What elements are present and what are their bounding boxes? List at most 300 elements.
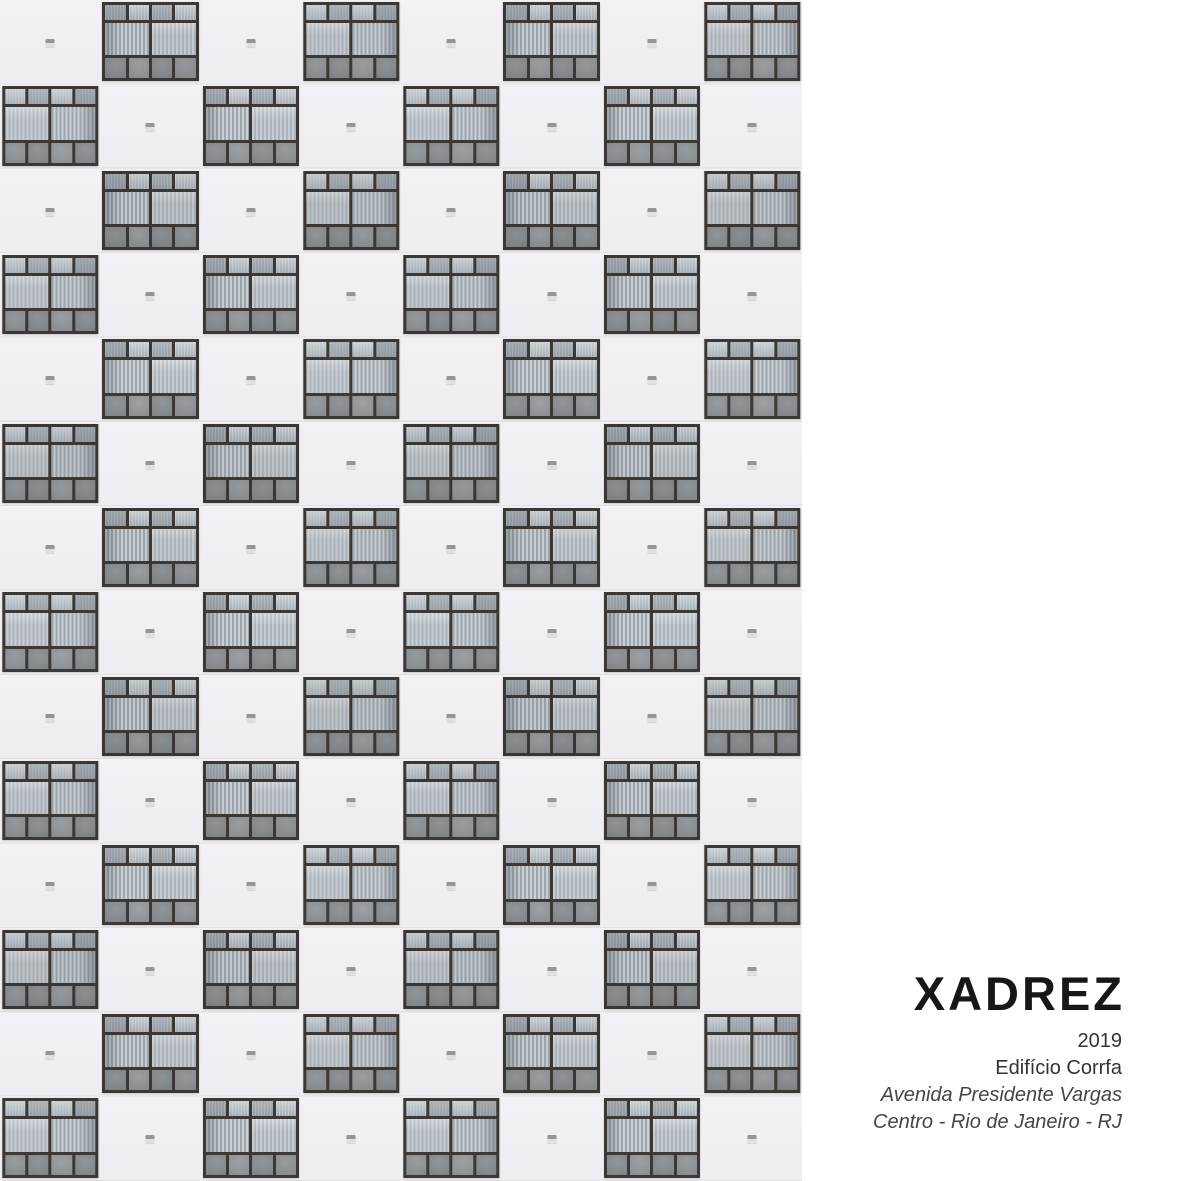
window-band-top bbox=[5, 258, 95, 273]
window-module bbox=[203, 1098, 299, 1177]
window-pane bbox=[28, 143, 48, 163]
window-pane bbox=[306, 1035, 350, 1067]
window-band-bot bbox=[607, 143, 697, 163]
facade-window-tile bbox=[401, 84, 501, 168]
vent-detail bbox=[748, 798, 757, 806]
facade-wall-tile bbox=[0, 169, 100, 253]
window-pane bbox=[453, 613, 497, 645]
window-band-bot bbox=[5, 986, 95, 1006]
facade-window-tile bbox=[401, 253, 501, 337]
window-pane bbox=[105, 866, 149, 898]
window-pane bbox=[52, 986, 72, 1006]
window-pane bbox=[129, 902, 149, 922]
window-pane bbox=[329, 680, 349, 695]
artwork-meta bbox=[873, 1028, 1122, 1136]
window-band-mid bbox=[306, 529, 396, 561]
facade-wall-tile bbox=[301, 928, 401, 1012]
facade-wall-tile bbox=[201, 675, 301, 759]
window-band-mid bbox=[406, 951, 496, 983]
window-pane bbox=[453, 1119, 497, 1151]
window-pane bbox=[353, 866, 397, 898]
window-band-bot bbox=[5, 817, 95, 837]
window-pane bbox=[229, 258, 249, 273]
window-band-top bbox=[406, 595, 496, 610]
window-module bbox=[503, 1014, 599, 1093]
window-module bbox=[102, 677, 198, 756]
window-pane bbox=[52, 89, 72, 104]
facade-wall-tile bbox=[602, 0, 702, 84]
window-band-top bbox=[5, 764, 95, 779]
window-pane bbox=[105, 342, 125, 357]
window-pane bbox=[105, 698, 149, 730]
facade-wall-tile bbox=[201, 337, 301, 421]
window-pane bbox=[530, 848, 550, 863]
window-pane bbox=[376, 848, 396, 863]
window-pane bbox=[506, 564, 526, 584]
facade-window-tile bbox=[702, 0, 802, 84]
facade-wall-tile bbox=[201, 843, 301, 927]
facade-wall-tile bbox=[301, 1096, 401, 1180]
window-pane bbox=[376, 733, 396, 753]
window-pane bbox=[430, 143, 450, 163]
window-pane bbox=[276, 764, 296, 779]
window-pane bbox=[206, 782, 250, 814]
vent-detail bbox=[246, 376, 255, 384]
window-band-mid bbox=[607, 276, 697, 308]
window-band-mid bbox=[707, 1035, 797, 1067]
window-band-top bbox=[306, 5, 396, 20]
window-pane bbox=[353, 5, 373, 20]
window-pane bbox=[105, 733, 125, 753]
window-pane bbox=[406, 1155, 426, 1175]
window-pane bbox=[754, 360, 798, 392]
window-pane bbox=[607, 782, 651, 814]
window-pane bbox=[553, 529, 597, 561]
vent-detail bbox=[447, 208, 456, 216]
window-band-bot bbox=[105, 58, 195, 78]
facade-wall-tile bbox=[301, 422, 401, 506]
window-pane bbox=[476, 89, 496, 104]
window-pane bbox=[306, 23, 350, 55]
window-pane bbox=[252, 933, 272, 948]
window-pane bbox=[5, 258, 25, 273]
window-band-top bbox=[707, 174, 797, 189]
window-pane bbox=[506, 396, 526, 416]
window-band-top bbox=[707, 342, 797, 357]
facade-window-tile bbox=[602, 253, 702, 337]
vent-detail bbox=[46, 545, 55, 553]
window-pane bbox=[5, 1101, 25, 1116]
window-band-mid bbox=[206, 951, 296, 983]
vent-detail bbox=[46, 1051, 55, 1059]
window-pane bbox=[530, 680, 550, 695]
window-pane bbox=[276, 258, 296, 273]
vent-detail bbox=[246, 714, 255, 722]
window-band-mid bbox=[206, 613, 296, 645]
facade-wall-tile bbox=[301, 84, 401, 168]
window-module bbox=[704, 845, 800, 924]
window-band-top bbox=[506, 174, 596, 189]
window-pane bbox=[129, 5, 149, 20]
window-pane bbox=[252, 986, 272, 1006]
window-band-mid bbox=[707, 192, 797, 224]
window-pane bbox=[607, 1155, 627, 1175]
facade-window-tile bbox=[100, 337, 200, 421]
window-pane bbox=[28, 480, 48, 500]
window-pane bbox=[553, 58, 573, 78]
window-pane bbox=[252, 143, 272, 163]
window-band-top bbox=[707, 680, 797, 695]
window-pane bbox=[105, 564, 125, 584]
window-pane bbox=[28, 933, 48, 948]
window-pane bbox=[75, 1101, 95, 1116]
window-pane bbox=[306, 866, 350, 898]
window-band-mid bbox=[506, 23, 596, 55]
window-pane bbox=[28, 764, 48, 779]
facade-window-tile bbox=[0, 422, 100, 506]
facade-wall-tile bbox=[602, 506, 702, 590]
vent-detail bbox=[246, 882, 255, 890]
window-pane bbox=[754, 23, 798, 55]
facade-wall-tile bbox=[0, 675, 100, 759]
window-pane bbox=[276, 480, 296, 500]
window-pane bbox=[754, 174, 774, 189]
window-module bbox=[503, 508, 599, 587]
window-pane bbox=[129, 733, 149, 753]
window-pane bbox=[406, 311, 426, 331]
window-band-top bbox=[607, 89, 697, 104]
window-pane bbox=[276, 1155, 296, 1175]
window-module bbox=[102, 508, 198, 587]
facade-window-tile bbox=[602, 590, 702, 674]
window-pane bbox=[777, 174, 797, 189]
window-pane bbox=[353, 511, 373, 526]
window-band-bot bbox=[607, 311, 697, 331]
window-pane bbox=[28, 89, 48, 104]
window-band-bot bbox=[506, 733, 596, 753]
facade-window-tile bbox=[100, 169, 200, 253]
window-pane bbox=[406, 1119, 450, 1151]
window-pane bbox=[707, 23, 751, 55]
window-pane bbox=[105, 58, 125, 78]
window-pane bbox=[406, 89, 426, 104]
window-pane bbox=[553, 396, 573, 416]
window-pane bbox=[707, 698, 751, 730]
vent-detail bbox=[246, 208, 255, 216]
window-pane bbox=[75, 311, 95, 331]
window-pane bbox=[453, 89, 473, 104]
facade-window-tile bbox=[602, 422, 702, 506]
window-pane bbox=[607, 595, 627, 610]
window-pane bbox=[707, 1070, 727, 1090]
window-pane bbox=[206, 1101, 226, 1116]
window-pane bbox=[653, 782, 697, 814]
window-band-bot bbox=[707, 396, 797, 416]
window-band-top bbox=[5, 89, 95, 104]
window-pane bbox=[175, 511, 195, 526]
window-pane bbox=[406, 649, 426, 669]
window-pane bbox=[206, 276, 250, 308]
window-pane bbox=[5, 613, 49, 645]
window-pane bbox=[453, 817, 473, 837]
vent-detail bbox=[347, 1135, 356, 1143]
window-pane bbox=[506, 1070, 526, 1090]
window-pane bbox=[329, 1070, 349, 1090]
window-pane bbox=[52, 951, 96, 983]
window-pane bbox=[553, 360, 597, 392]
facade-window-tile bbox=[702, 675, 802, 759]
facade-window-tile bbox=[0, 1096, 100, 1180]
window-pane bbox=[129, 58, 149, 78]
facade-window-tile bbox=[0, 590, 100, 674]
window-band-mid bbox=[406, 107, 496, 139]
facade-window-tile bbox=[201, 253, 301, 337]
window-band-top bbox=[506, 848, 596, 863]
vent-detail bbox=[647, 882, 656, 890]
window-pane bbox=[630, 480, 650, 500]
window-pane bbox=[28, 1101, 48, 1116]
window-pane bbox=[252, 311, 272, 331]
window-module bbox=[102, 339, 198, 418]
window-band-mid bbox=[206, 445, 296, 477]
window-band-mid bbox=[607, 613, 697, 645]
window-pane bbox=[406, 933, 426, 948]
window-pane bbox=[607, 649, 627, 669]
window-pane bbox=[75, 817, 95, 837]
window-pane bbox=[52, 782, 96, 814]
window-pane bbox=[306, 511, 326, 526]
window-band-mid bbox=[506, 529, 596, 561]
vent-detail bbox=[347, 123, 356, 131]
facade-window-tile bbox=[100, 1012, 200, 1096]
facade-wall-tile bbox=[0, 843, 100, 927]
window-band-top bbox=[105, 848, 195, 863]
window-pane bbox=[576, 174, 596, 189]
window-pane bbox=[707, 174, 727, 189]
window-pane bbox=[530, 5, 550, 20]
window-pane bbox=[453, 1101, 473, 1116]
window-pane bbox=[353, 564, 373, 584]
window-pane bbox=[430, 89, 450, 104]
facade-wall-tile bbox=[401, 0, 501, 84]
window-pane bbox=[777, 396, 797, 416]
window-band-bot bbox=[406, 817, 496, 837]
window-pane bbox=[206, 258, 226, 273]
window-band-top bbox=[406, 427, 496, 442]
artwork-year: 2019 bbox=[1077, 1030, 1122, 1052]
window-pane bbox=[730, 174, 750, 189]
window-pane bbox=[430, 258, 450, 273]
window-pane bbox=[406, 143, 426, 163]
facade-wall-tile bbox=[702, 590, 802, 674]
window-pane bbox=[777, 58, 797, 78]
facade-window-tile bbox=[100, 0, 200, 84]
window-pane bbox=[152, 5, 172, 20]
vent-detail bbox=[547, 1135, 556, 1143]
window-module bbox=[403, 592, 499, 671]
window-band-top bbox=[105, 1017, 195, 1032]
window-pane bbox=[152, 733, 172, 753]
facade-wall-tile bbox=[201, 506, 301, 590]
window-pane bbox=[376, 511, 396, 526]
window-pane bbox=[553, 511, 573, 526]
window-pane bbox=[506, 342, 526, 357]
window-band-top bbox=[406, 258, 496, 273]
window-pane bbox=[229, 986, 249, 1006]
window-band-bot bbox=[607, 817, 697, 837]
facade-window-tile bbox=[602, 1096, 702, 1180]
window-pane bbox=[677, 143, 697, 163]
window-pane bbox=[777, 5, 797, 20]
window-pane bbox=[152, 360, 196, 392]
window-pane bbox=[677, 480, 697, 500]
window-pane bbox=[576, 848, 596, 863]
facade-wall-tile bbox=[501, 1096, 601, 1180]
window-pane bbox=[453, 276, 497, 308]
window-pane bbox=[376, 174, 396, 189]
window-pane bbox=[353, 174, 373, 189]
window-pane bbox=[406, 817, 426, 837]
window-module bbox=[2, 930, 98, 1009]
window-band-bot bbox=[406, 480, 496, 500]
window-pane bbox=[553, 1017, 573, 1032]
window-pane bbox=[476, 933, 496, 948]
window-pane bbox=[430, 1155, 450, 1175]
window-pane bbox=[576, 564, 596, 584]
window-pane bbox=[252, 764, 272, 779]
window-pane bbox=[152, 848, 172, 863]
window-pane bbox=[607, 276, 651, 308]
window-pane bbox=[152, 866, 196, 898]
facade-window-tile bbox=[0, 253, 100, 337]
window-pane bbox=[653, 933, 673, 948]
window-pane bbox=[777, 511, 797, 526]
window-pane bbox=[306, 529, 350, 561]
window-band-mid bbox=[5, 1119, 95, 1151]
window-pane bbox=[553, 1070, 573, 1090]
window-pane bbox=[52, 107, 96, 139]
window-pane bbox=[252, 595, 272, 610]
window-pane bbox=[129, 342, 149, 357]
window-pane bbox=[353, 733, 373, 753]
window-pane bbox=[653, 89, 673, 104]
window-pane bbox=[553, 564, 573, 584]
window-module bbox=[303, 1014, 399, 1093]
vent-detail bbox=[547, 292, 556, 300]
window-pane bbox=[52, 427, 72, 442]
window-pane bbox=[607, 427, 627, 442]
window-module bbox=[203, 930, 299, 1009]
facade-wall-tile bbox=[401, 1012, 501, 1096]
window-pane bbox=[229, 817, 249, 837]
window-pane bbox=[129, 396, 149, 416]
window-pane bbox=[730, 733, 750, 753]
window-band-top bbox=[707, 1017, 797, 1032]
facade-wall-tile bbox=[501, 422, 601, 506]
window-pane bbox=[630, 258, 650, 273]
window-pane bbox=[754, 680, 774, 695]
window-pane bbox=[75, 1155, 95, 1175]
window-module bbox=[203, 592, 299, 671]
facade-wall-tile bbox=[702, 422, 802, 506]
window-pane bbox=[5, 107, 49, 139]
window-pane bbox=[777, 1017, 797, 1032]
window-band-mid bbox=[406, 445, 496, 477]
window-pane bbox=[252, 107, 296, 139]
facade-wall-tile bbox=[702, 84, 802, 168]
window-pane bbox=[653, 311, 673, 331]
window-pane bbox=[206, 89, 226, 104]
vent-detail bbox=[447, 1051, 456, 1059]
facade-wall-tile bbox=[100, 759, 200, 843]
window-module bbox=[203, 255, 299, 334]
window-pane bbox=[376, 1017, 396, 1032]
window-pane bbox=[707, 342, 727, 357]
window-pane bbox=[5, 480, 25, 500]
facade-wall-tile bbox=[100, 422, 200, 506]
window-pane bbox=[506, 680, 526, 695]
window-pane bbox=[28, 595, 48, 610]
vent-detail bbox=[447, 545, 456, 553]
window-band-bot bbox=[607, 986, 697, 1006]
window-band-top bbox=[206, 89, 296, 104]
window-pane bbox=[306, 227, 326, 247]
window-pane bbox=[653, 1101, 673, 1116]
vent-detail bbox=[547, 629, 556, 637]
window-band-mid bbox=[5, 276, 95, 308]
facade-window-tile bbox=[100, 506, 200, 590]
window-pane bbox=[677, 89, 697, 104]
window-pane bbox=[730, 902, 750, 922]
window-pane bbox=[105, 5, 125, 20]
facade-window-tile bbox=[201, 422, 301, 506]
window-pane bbox=[530, 1017, 550, 1032]
window-band-mid bbox=[607, 1119, 697, 1151]
window-pane bbox=[229, 649, 249, 669]
vent-detail bbox=[146, 1135, 155, 1143]
window-pane bbox=[530, 58, 550, 78]
window-pane bbox=[353, 1035, 397, 1067]
window-pane bbox=[229, 1155, 249, 1175]
window-pane bbox=[653, 445, 697, 477]
window-pane bbox=[252, 649, 272, 669]
window-pane bbox=[105, 1017, 125, 1032]
window-band-mid bbox=[306, 23, 396, 55]
facade-wall-tile bbox=[702, 928, 802, 1012]
window-pane bbox=[653, 951, 697, 983]
window-band-bot bbox=[707, 564, 797, 584]
window-pane bbox=[376, 902, 396, 922]
window-pane bbox=[52, 1155, 72, 1175]
window-pane bbox=[5, 427, 25, 442]
window-band-top bbox=[105, 511, 195, 526]
window-pane bbox=[653, 143, 673, 163]
window-pane bbox=[677, 986, 697, 1006]
window-module bbox=[503, 339, 599, 418]
window-pane bbox=[105, 227, 125, 247]
facade-window-tile bbox=[702, 337, 802, 421]
window-module bbox=[2, 86, 98, 165]
window-pane bbox=[353, 360, 397, 392]
window-pane bbox=[630, 817, 650, 837]
window-band-top bbox=[707, 511, 797, 526]
caption-block bbox=[873, 967, 1125, 1136]
window-module bbox=[203, 424, 299, 503]
facade-wall-tile bbox=[100, 590, 200, 674]
window-band-mid bbox=[5, 613, 95, 645]
facade-window-tile bbox=[602, 759, 702, 843]
window-band-bot bbox=[206, 986, 296, 1006]
